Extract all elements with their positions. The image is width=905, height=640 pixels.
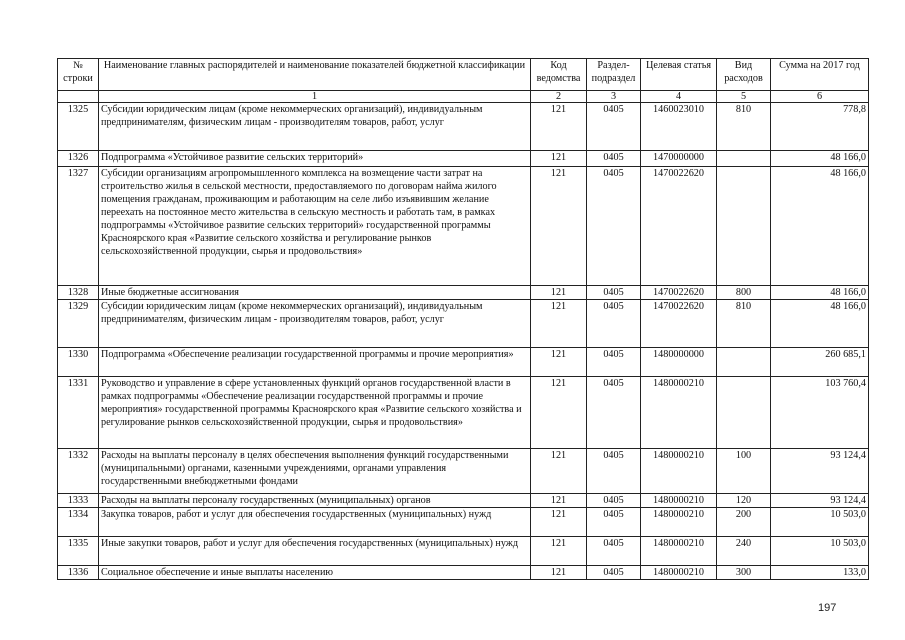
row-target-article: 1480000210 <box>641 566 717 580</box>
row-sum: 48 166,0 <box>771 167 869 286</box>
column-number: 1 <box>99 91 531 103</box>
row-department-code: 121 <box>531 348 587 377</box>
row-department-code: 121 <box>531 377 587 449</box>
row-target-article: 1480000210 <box>641 449 717 494</box>
row-section: 0405 <box>587 508 641 537</box>
row-sum: 93 124,4 <box>771 449 869 494</box>
row-section: 0405 <box>587 103 641 151</box>
row-sum: 48 166,0 <box>771 300 869 348</box>
row-department-code: 121 <box>531 537 587 566</box>
row-name: Расходы на выплаты персоналу в целях обеспечения выполнения функций государственными (муниципальными) органами, казенными учреждениями, органами управления государственными внебюджетными фондами <box>99 449 531 494</box>
table-row <box>58 566 869 580</box>
row-expense-kind: 120 <box>717 494 771 508</box>
row-number: 1331 <box>58 377 99 449</box>
row-department-code: 121 <box>531 508 587 537</box>
budget-table <box>57 58 869 580</box>
row-section: 0405 <box>587 300 641 348</box>
row-target-article: 1480000210 <box>641 508 717 537</box>
row-section: 0405 <box>587 377 641 449</box>
column-number-row <box>58 91 869 103</box>
table-row <box>58 377 869 449</box>
row-sum: 93 124,4 <box>771 494 869 508</box>
table-row <box>58 151 869 167</box>
table-row <box>58 300 869 348</box>
row-expense-kind <box>717 348 771 377</box>
row-sum: 778,8 <box>771 103 869 151</box>
row-target-article: 1470022620 <box>641 300 717 348</box>
column-number: 4 <box>641 91 717 103</box>
row-name: Субсидии юридическим лицам (кроме некоммерческих организаций), индивидуальным предпринимателям, физическим лицам - производителям товаров, работ, услуг <box>99 103 531 151</box>
table-row <box>58 449 869 494</box>
row-name: Руководство и управление в сфере установленных функций органов государственной власти в рамках подпрограммы «Обеспечение реализации государственной программы и прочие мероприятия» государственной программы Красноярского края «Развитие сельского хозяйства и регулирование рынков сельскохозяйственной продукции, сырья и продовольствия» <box>99 377 531 449</box>
row-sum: 103 760,4 <box>771 377 869 449</box>
row-number: 1333 <box>58 494 99 508</box>
row-name: Социальное обеспечение и иные выплаты населению <box>99 566 531 580</box>
row-section: 0405 <box>587 348 641 377</box>
row-department-code: 121 <box>531 494 587 508</box>
row-number: 1330 <box>58 348 99 377</box>
row-department-code: 121 <box>531 300 587 348</box>
row-section: 0405 <box>587 286 641 300</box>
row-name: Закупка товаров, работ и услуг для обеспечения государственных (муниципальных) нужд <box>99 508 531 537</box>
row-sum: 133,0 <box>771 566 869 580</box>
header-row-number: № строки <box>58 59 99 91</box>
row-number: 1334 <box>58 508 99 537</box>
row-expense-kind: 240 <box>717 537 771 566</box>
row-department-code: 121 <box>531 566 587 580</box>
column-number: 2 <box>531 91 587 103</box>
table-row <box>58 286 869 300</box>
row-number: 1325 <box>58 103 99 151</box>
row-sum: 260 685,1 <box>771 348 869 377</box>
header-name: Наименование главных распорядителей и наименование показателей бюджетной классификации <box>99 59 531 91</box>
table-row <box>58 103 869 151</box>
row-target-article: 1480000210 <box>641 377 717 449</box>
row-section: 0405 <box>587 151 641 167</box>
row-expense-kind <box>717 377 771 449</box>
row-number: 1328 <box>58 286 99 300</box>
row-name: Субсидии организациям агропромышленного комплекса на возмещение части затрат на строительство жилья в сельской местности, предоставляемого по договорам найма жилого помещения гражданам, проживающим и работающим на селе либо изъявившим желание переехать на постоянное место жительства в сельскую местность и работать там, в рамках подпрограммы «Устойчивое развитие сельских территорий» государственной программы Красноярского края «Развитие сельского хозяйства и регулирование рынков сельскохозяйственной продукции, сырья и продовольствия» <box>99 167 531 286</box>
table-row <box>58 167 869 286</box>
column-number: 5 <box>717 91 771 103</box>
row-expense-kind: 300 <box>717 566 771 580</box>
table-row <box>58 508 869 537</box>
row-number: 1332 <box>58 449 99 494</box>
table-row <box>58 348 869 377</box>
header-section: Раздел-подраздел <box>587 59 641 91</box>
row-name: Расходы на выплаты персоналу государственных (муниципальных) органов <box>99 494 531 508</box>
row-name: Иные бюджетные ассигнования <box>99 286 531 300</box>
row-number: 1329 <box>58 300 99 348</box>
row-section: 0405 <box>587 449 641 494</box>
row-number: 1327 <box>58 167 99 286</box>
row-target-article: 1480000000 <box>641 348 717 377</box>
row-department-code: 121 <box>531 151 587 167</box>
row-department-code: 121 <box>531 167 587 286</box>
row-expense-kind: 200 <box>717 508 771 537</box>
row-department-code: 121 <box>531 103 587 151</box>
row-name: Подпрограмма «Обеспечение реализации государственной программы и прочие мероприятия» <box>99 348 531 377</box>
row-section: 0405 <box>587 167 641 286</box>
row-name: Подпрограмма «Устойчивое развитие сельских территорий» <box>99 151 531 167</box>
row-name: Иные закупки товаров, работ и услуг для обеспечения государственных (муниципальных) нужд <box>99 537 531 566</box>
header-row <box>58 59 869 91</box>
page-number: 197 <box>818 602 837 614</box>
row-sum: 10 503,0 <box>771 508 869 537</box>
row-target-article: 1470000000 <box>641 151 717 167</box>
row-expense-kind: 810 <box>717 300 771 348</box>
row-department-code: 121 <box>531 449 587 494</box>
table-row <box>58 537 869 566</box>
header-expense-kind: Вид расходов <box>717 59 771 91</box>
row-number: 1335 <box>58 537 99 566</box>
row-expense-kind: 100 <box>717 449 771 494</box>
row-sum: 48 166,0 <box>771 151 869 167</box>
row-sum: 10 503,0 <box>771 537 869 566</box>
header-sum: Сумма на 2017 год <box>771 59 869 91</box>
column-number <box>58 91 99 103</box>
row-number: 1336 <box>58 566 99 580</box>
row-expense-kind: 810 <box>717 103 771 151</box>
row-target-article: 1480000210 <box>641 494 717 508</box>
row-target-article: 1460023010 <box>641 103 717 151</box>
row-target-article: 1480000210 <box>641 537 717 566</box>
row-expense-kind <box>717 151 771 167</box>
row-sum: 48 166,0 <box>771 286 869 300</box>
column-number: 3 <box>587 91 641 103</box>
row-number: 1326 <box>58 151 99 167</box>
row-target-article: 1470022620 <box>641 167 717 286</box>
header-department-code: Код ведомства <box>531 59 587 91</box>
row-section: 0405 <box>587 566 641 580</box>
table-row <box>58 494 869 508</box>
row-section: 0405 <box>587 494 641 508</box>
row-name: Субсидии юридическим лицам (кроме некоммерческих организаций), индивидуальным предпринимателям, физическим лицам - производителям товаров, работ, услуг <box>99 300 531 348</box>
row-section: 0405 <box>587 537 641 566</box>
row-expense-kind: 800 <box>717 286 771 300</box>
row-department-code: 121 <box>531 286 587 300</box>
row-target-article: 1470022620 <box>641 286 717 300</box>
header-target-article: Целевая статья <box>641 59 717 91</box>
column-number: 6 <box>771 91 869 103</box>
row-expense-kind <box>717 167 771 286</box>
